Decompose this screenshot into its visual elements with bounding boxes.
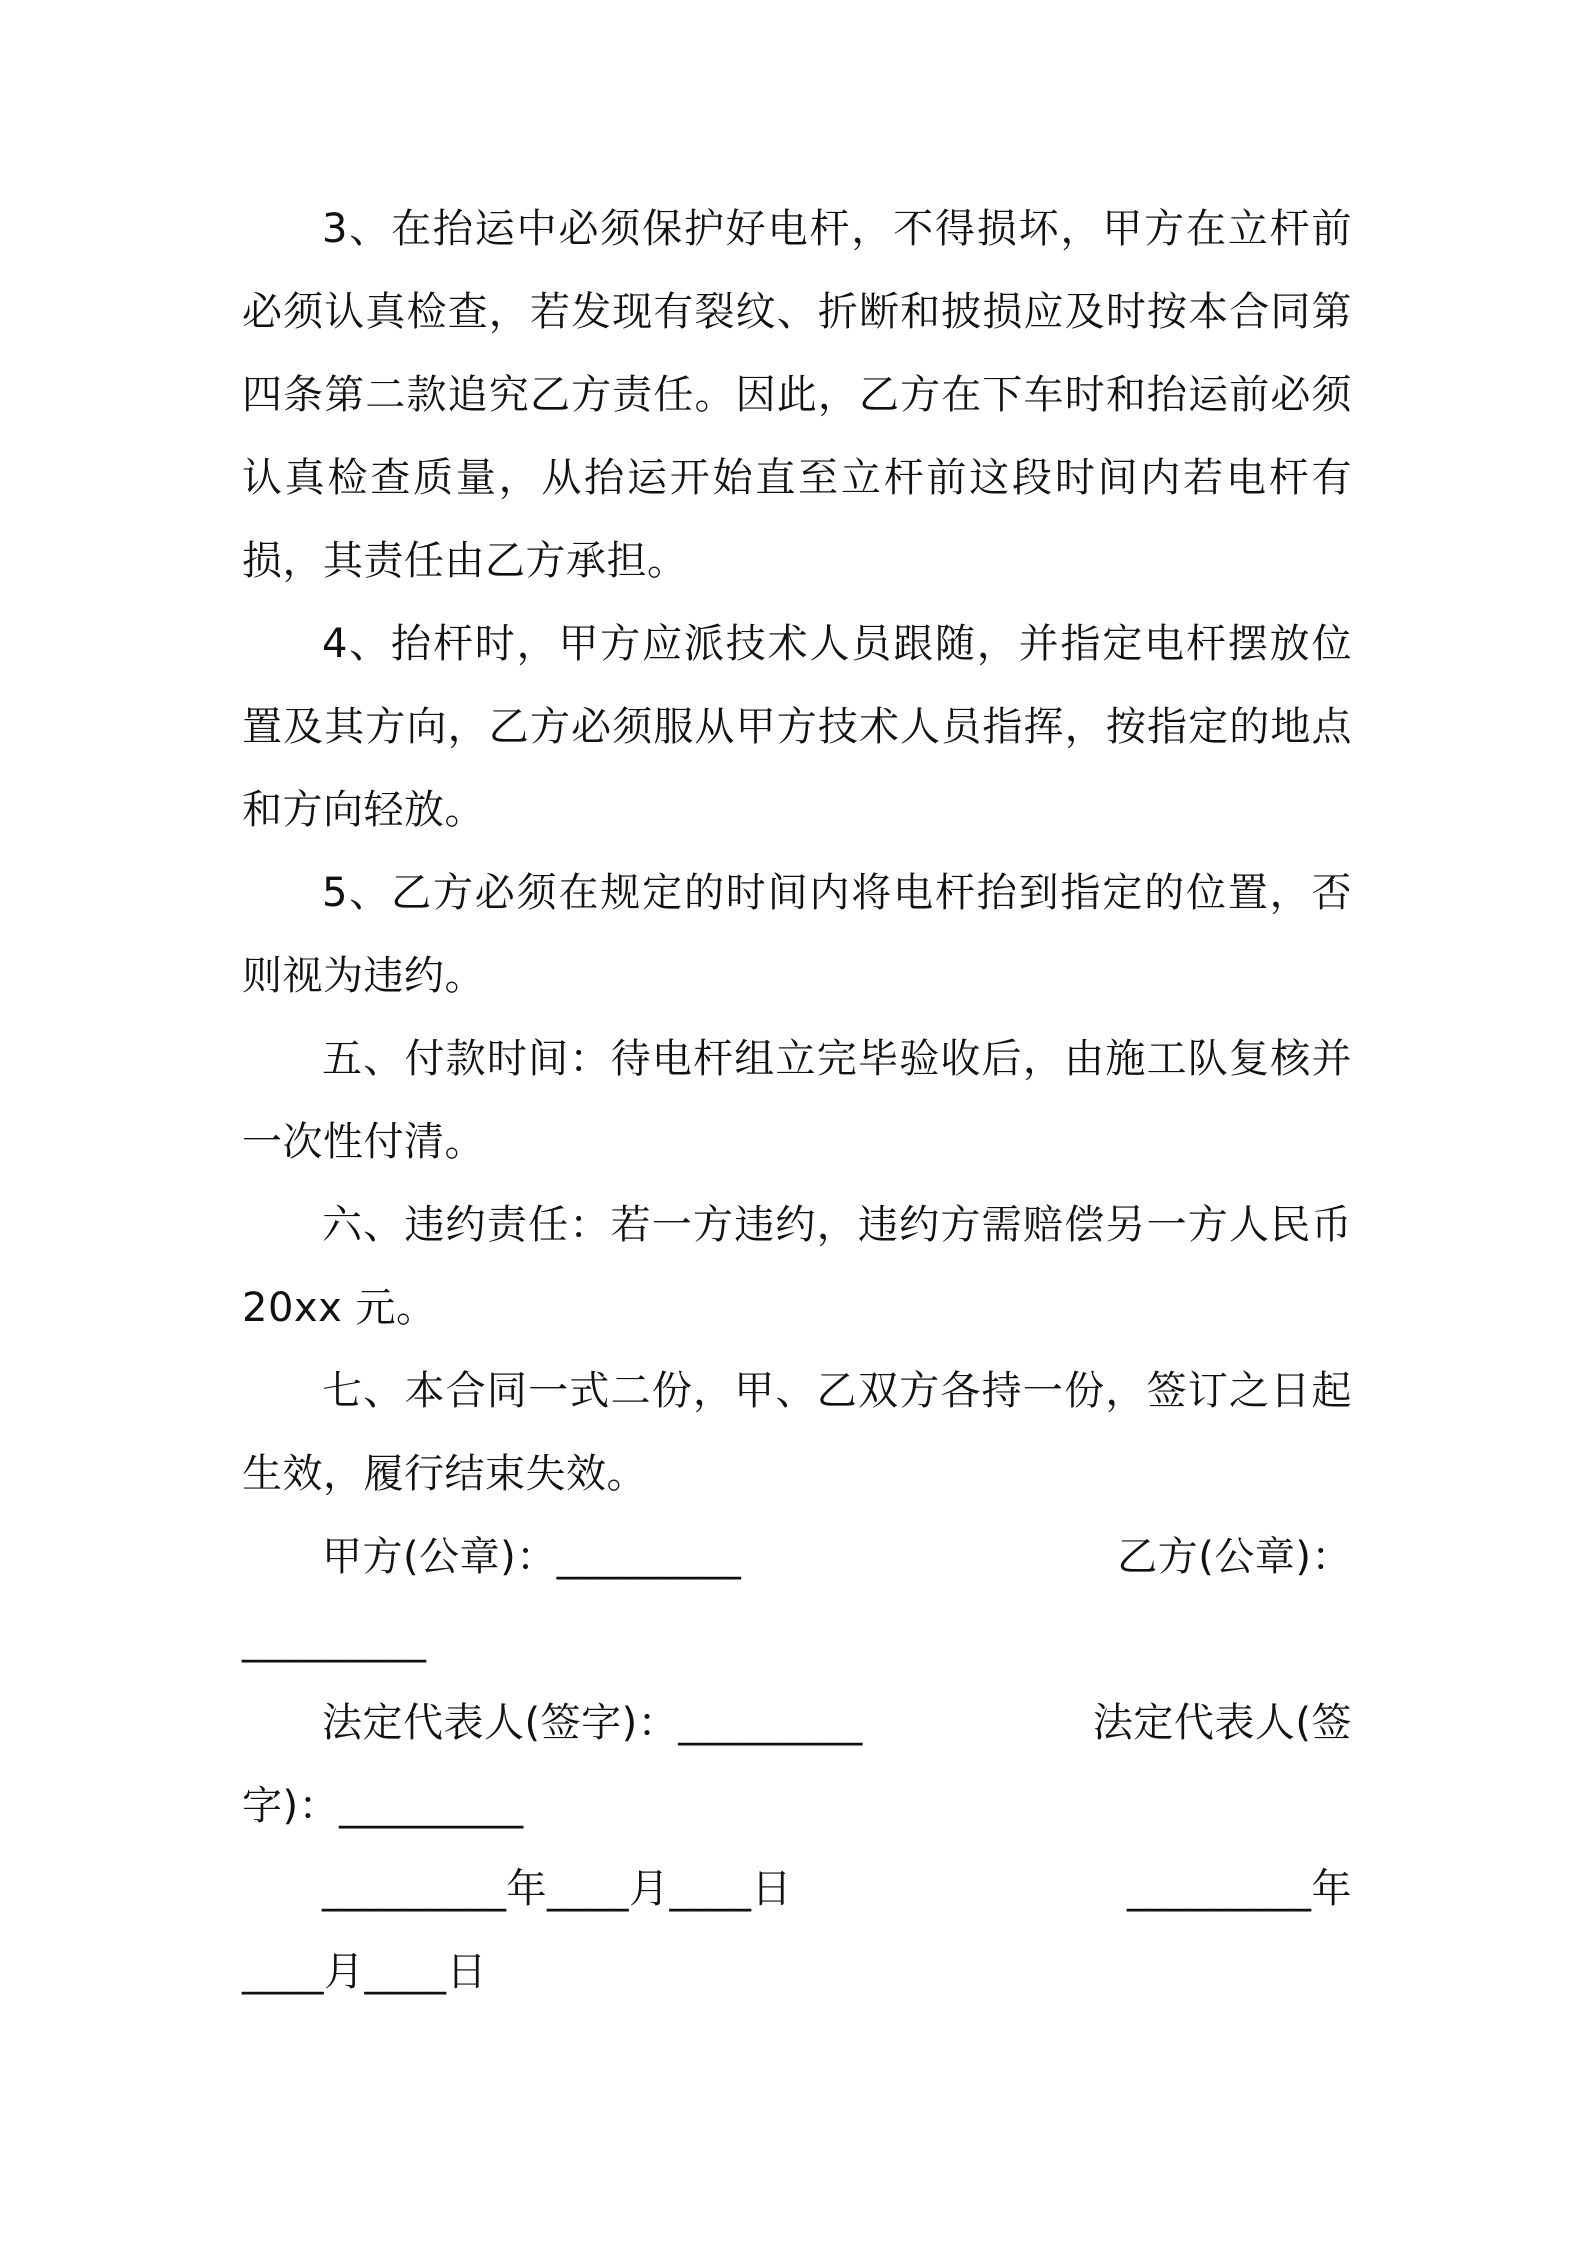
party-b-date-month-day: ____月____日 (242, 1949, 487, 1995)
payment-time-paragraph: 五、付款时间：待电杆组立完毕验收后，由施工队复核并一次性付清。 (242, 1036, 1352, 1165)
document-body (242, 188, 1352, 2014)
party-b-seal-label: 乙方(公章)： (1117, 1534, 1352, 1580)
clause-4-paragraph: 4、抬杆时，甲方应派技术人员跟随，并指定电杆摆放位置及其方向，乙方必须服从甲方技术人员指挥，按指定的地点和方向轻放。 (242, 621, 1352, 833)
party-a-seal-line: 甲方(公章)：_________ (322, 1534, 742, 1580)
seal-row (242, 1516, 1352, 1599)
party-b-representative-line: 字)：_________ (242, 1783, 524, 1829)
party-a-representative-line: 法定代表人(签字)：_________ (322, 1700, 863, 1746)
party-b-representative-label: 法定代表人(签 (1092, 1700, 1352, 1746)
clause-5-paragraph: 5、乙方必须在规定的时间内将电杆抬到指定的位置，否则视为违约。 (242, 870, 1352, 999)
copies-validity-paragraph: 七、本合同一式二份，甲、乙双方各持一份，签订之日起生效，履行结束失效。 (242, 1368, 1352, 1497)
party-b-seal-line: _________ (242, 1617, 427, 1663)
representative-row (242, 1682, 1352, 1765)
party-b-date-year: _________年 (1127, 1866, 1352, 1912)
party-a-date-line: _________年____月____日 (322, 1866, 792, 1912)
date-row (242, 1848, 1352, 1931)
breach-liability-paragraph: 六、违约责任：若一方违约，违约方需赔偿另一方人民币20xx 元。 (242, 1202, 1352, 1331)
clause-3-paragraph: 3、在抬运中必须保护好电杆，不得损坏，甲方在立杆前必须认真检查，若发现有裂纹、折断和披损应及时按本合同第四条第二款追究乙方责任。因此，乙方在下车时和抬运前必须认真检查质量，从抬运开始直至立杆前这段时间内若电杆有损，其责任由乙方承担。 (242, 206, 1352, 584)
